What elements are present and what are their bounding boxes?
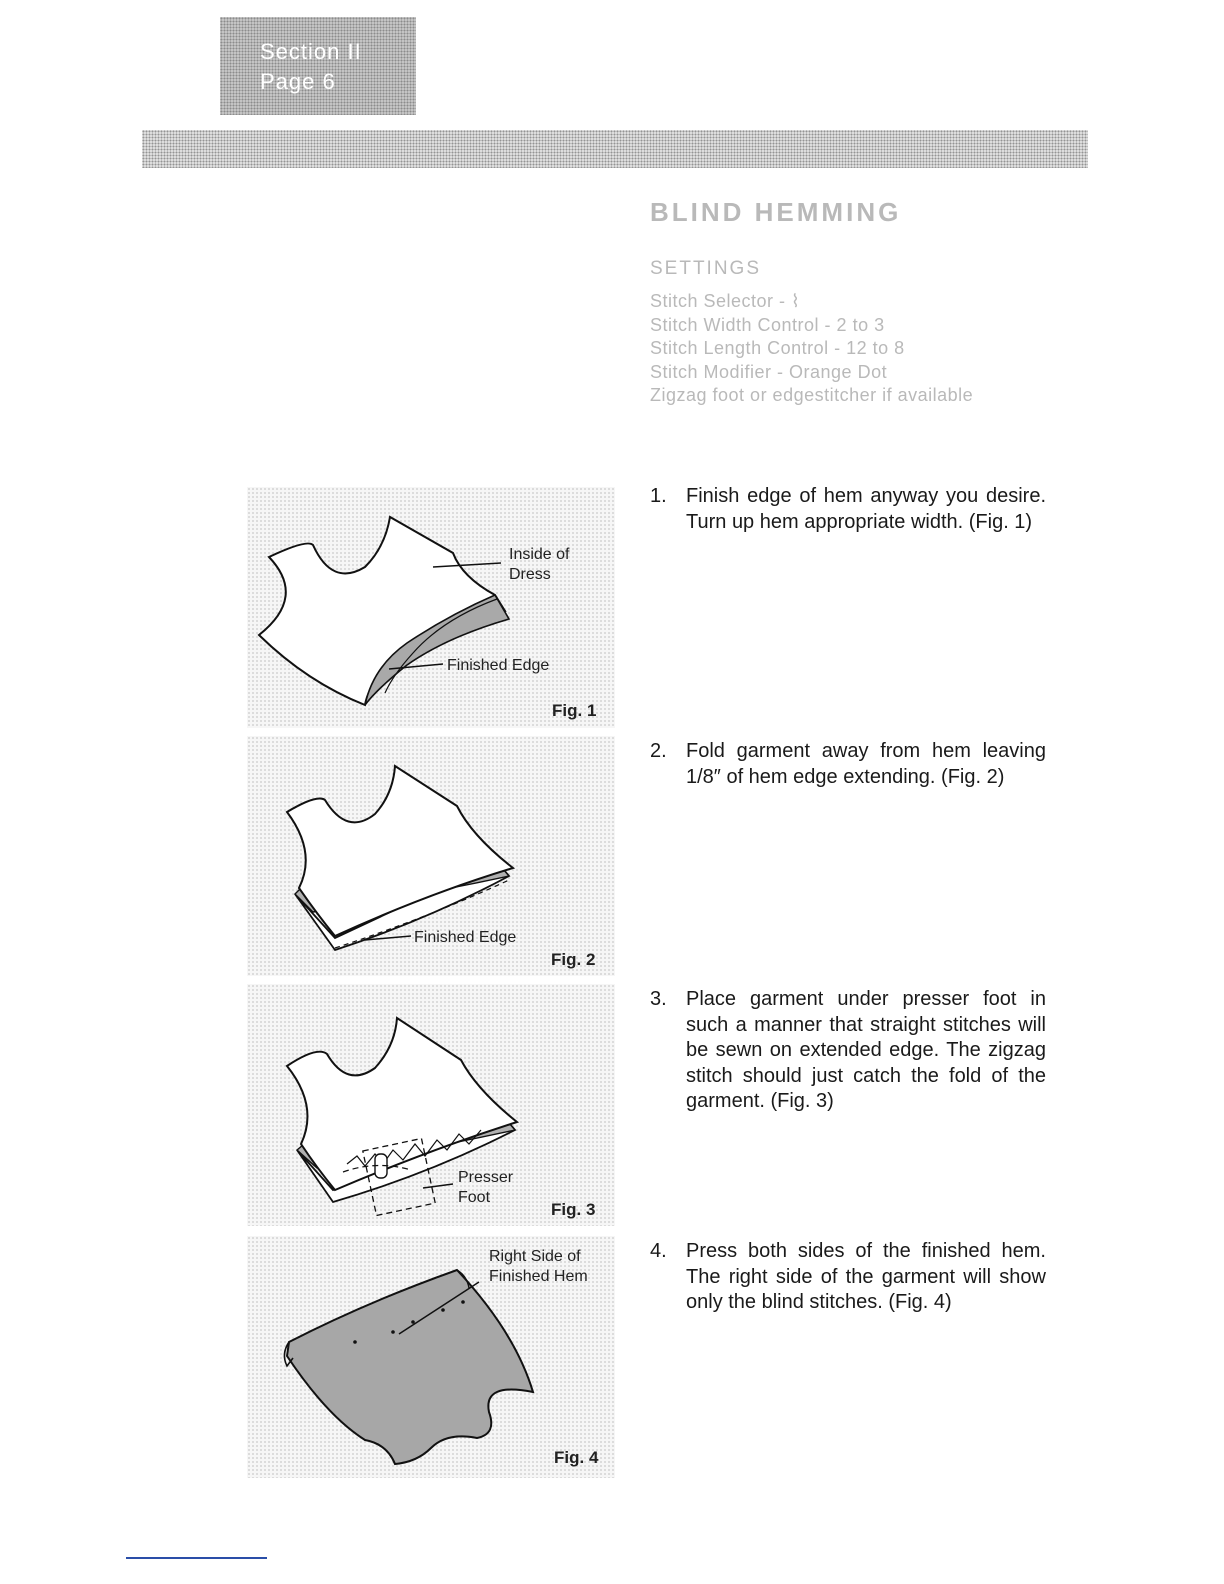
figure-3-illustration <box>247 984 615 1226</box>
page-title: BLIND HEMMING <box>650 197 902 227</box>
settings-heading: SETTINGS <box>650 258 762 279</box>
step-3-number: 3. <box>650 988 667 1010</box>
setting-stitch-length: Stitch Length Control - 12 to 8 <box>650 338 905 358</box>
footer-rule <box>126 1557 267 1559</box>
step-3-text: Place garment under presser foot in such a manner that straight stitches will be sewn on extended edge. The zigzag stitch should just catch the fold of the garment. (Fig. 3) <box>686 988 1046 1112</box>
step-3 <box>650 987 1046 1115</box>
figure-1-label-edge: Finished Edge <box>447 657 550 674</box>
setting-foot: Zigzag foot or edgestitcher if available <box>650 385 974 405</box>
step-4-number: 4. <box>650 1240 667 1262</box>
step-1-text: Finish edge of hem anyway you desire. Turn up hem appropriate width. (Fig. 1) <box>686 485 1046 533</box>
step-1 <box>650 484 1046 535</box>
setting-stitch-selector: Stitch Selector - ⌇ <box>650 291 801 311</box>
figure-1 <box>247 487 615 728</box>
figure-1-label-inside: Inside of Dress <box>509 546 570 583</box>
section-page-tab <box>220 17 416 115</box>
setting-stitch-modifier: Stitch Modifier - Orange Dot <box>650 361 888 382</box>
figure-1-illustration <box>247 487 615 728</box>
header-band <box>142 130 1088 168</box>
figure-1-number: Fig. 1 <box>552 701 597 720</box>
figure-2-number: Fig. 2 <box>551 950 596 969</box>
step-4 <box>650 1239 1046 1316</box>
figure-3-number: Fig. 3 <box>551 1200 596 1219</box>
step-4-text: Press both sides of the finished hem. The right side of the garment will show only the blind stitches. (Fig. 4) <box>686 1240 1046 1313</box>
step-1-number: 1. <box>650 485 667 507</box>
step-2-text: Fold garment away from hem leaving 1/8″ of hem edge extending. (Fig. 2) <box>686 740 1046 788</box>
figure-3 <box>247 984 615 1226</box>
step-2 <box>650 739 1046 790</box>
setting-stitch-width: Stitch Width Control - 2 to 3 <box>650 314 885 335</box>
figure-4-number: Fig. 4 <box>554 1448 599 1467</box>
section-label: Section II <box>260 39 362 64</box>
figure-4 <box>247 1236 615 1478</box>
figure-3-label-foot: Presser Foot <box>458 1169 514 1206</box>
settings-list <box>650 290 973 408</box>
figure-2 <box>247 736 615 976</box>
figure-2-label-edge: Finished Edge <box>414 929 517 946</box>
step-2-number: 2. <box>650 740 667 762</box>
page-label: Page 6 <box>260 69 336 94</box>
figure-4-label-right-side: Right Side of Finished Hem <box>489 1248 588 1285</box>
